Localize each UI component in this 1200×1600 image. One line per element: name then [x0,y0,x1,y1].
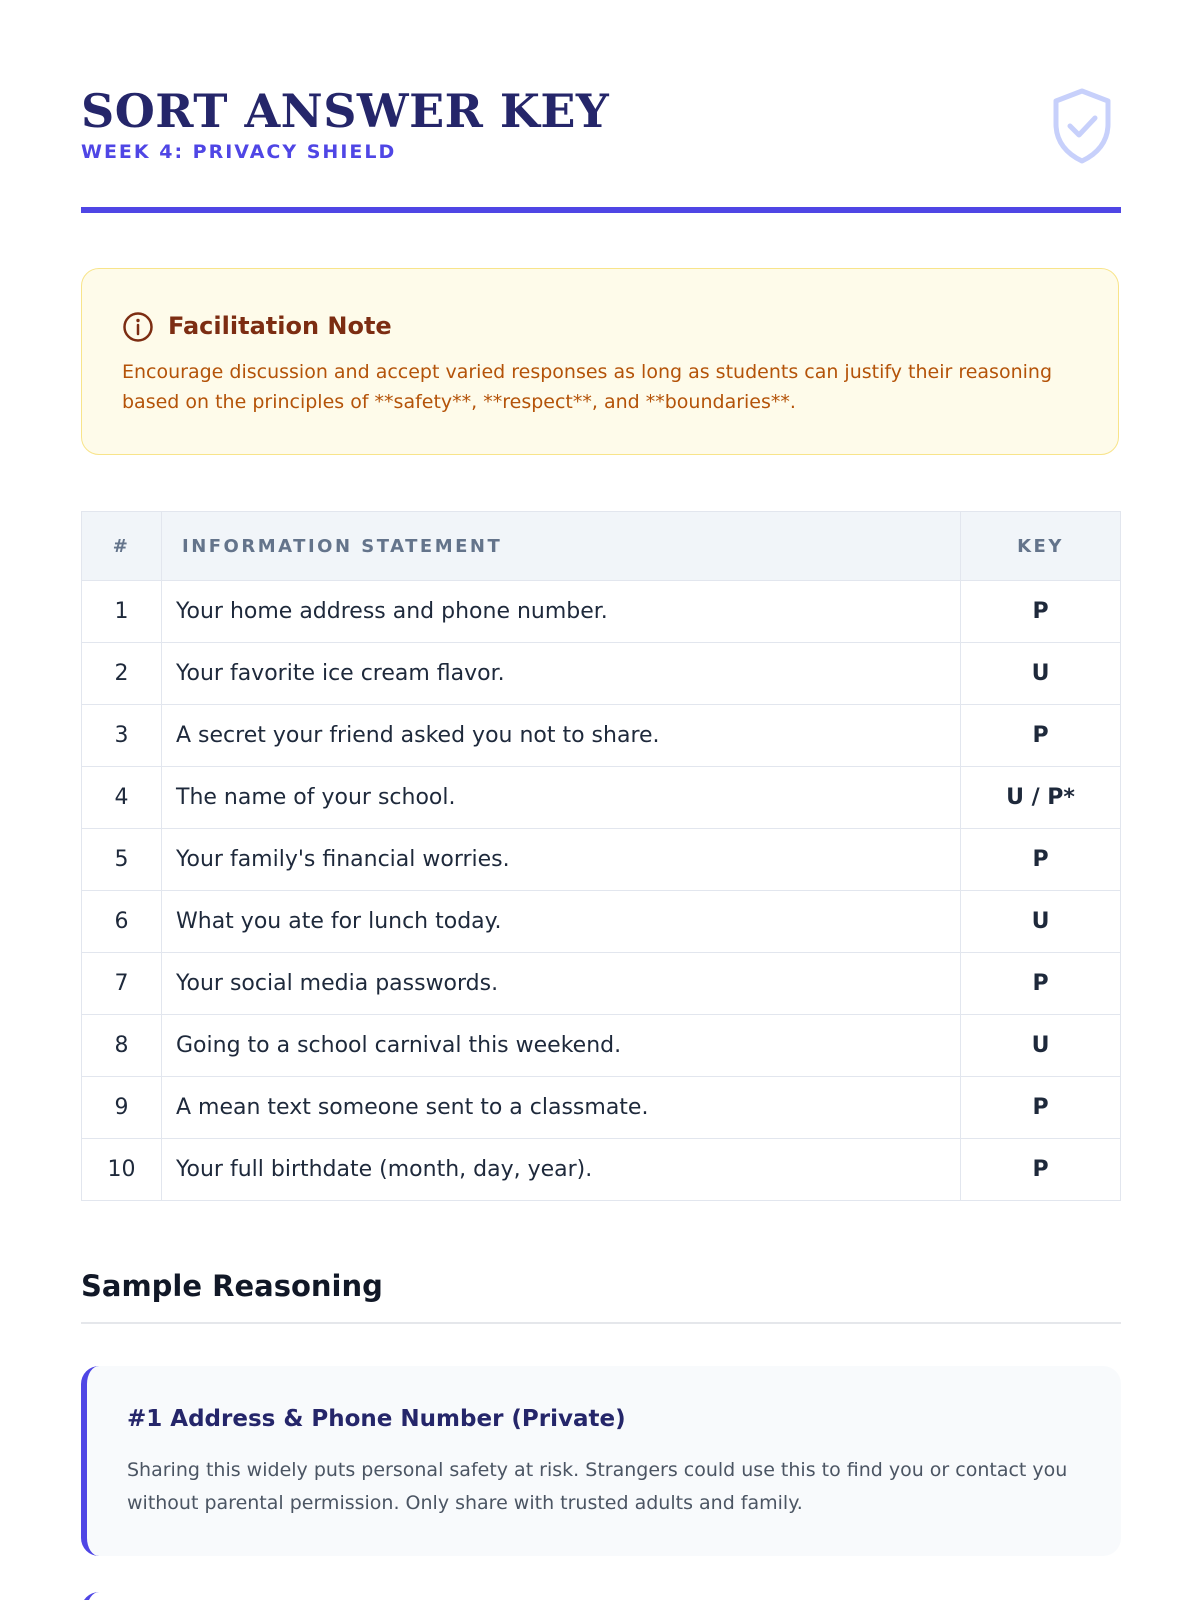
table-row [82,953,1121,1015]
table-row [82,829,1121,891]
column-header-number: # [82,512,162,581]
row-statement: Your favorite ice cream flavor. [162,643,961,705]
row-number: 6 [82,891,162,953]
row-statement: A mean text someone sent to a classmate. [162,1077,961,1139]
section-divider [81,1322,1121,1324]
row-number: 2 [82,643,162,705]
page-header [81,80,1121,180]
row-statement: Going to a school carnival this weekend. [162,1015,961,1077]
row-number: 8 [82,1015,162,1077]
row-key: P [961,705,1121,767]
table-row [82,1139,1121,1201]
row-key: P [961,581,1121,643]
row-number: 9 [82,1077,162,1139]
page-subtitle: WEEK 4: PRIVACY SHIELD [81,141,397,163]
table-row [82,1015,1121,1077]
shield-check-icon [1051,88,1113,164]
reasoning-card-body: Sharing this widely puts personal safety at risk. Strangers could use this to find you or contact you without parental permission. Only share with trusted adults and family. [127,1459,1068,1514]
row-key: U [961,891,1121,953]
answer-key-table [81,511,1121,1201]
sample-reasoning-heading: Sample Reasoning [81,1269,383,1303]
column-header-key: KEY [961,512,1121,581]
table-row [82,891,1121,953]
table-row [82,705,1121,767]
table-row [82,643,1121,705]
row-key: U [961,643,1121,705]
row-statement: The name of your school. [162,767,961,829]
row-key: P [961,1139,1121,1201]
facilitation-note-title: Facilitation Note [168,312,392,340]
table-row [82,767,1121,829]
facilitation-note-body: Encourage discussion and accept varied responses as long as students can justify their reasoning based on the principles of **safety**, **respect**, and **boundaries**. [122,361,1052,413]
column-header-statement: INFORMATION STATEMENT [162,512,961,581]
table-row [82,581,1121,643]
row-key: U [961,1015,1121,1077]
row-number: 5 [82,829,162,891]
reasoning-card [81,1366,1121,1556]
info-icon [122,311,154,343]
row-key: P [961,829,1121,891]
page-title: SORT ANSWER KEY [81,84,610,138]
table-header-row [82,512,1121,581]
row-key: P [961,953,1121,1015]
row-number: 10 [82,1139,162,1201]
row-statement: Your home address and phone number. [162,581,961,643]
row-statement: Your full birthdate (month, day, year). [162,1139,961,1201]
row-number: 7 [82,953,162,1015]
next-reasoning-card-edge [81,1592,121,1600]
reasoning-card-title: #1 Address & Phone Number (Private) [127,1406,626,1432]
row-number: 4 [82,767,162,829]
facilitation-note [81,268,1119,455]
row-statement: Your family's financial worries. [162,829,961,891]
row-key: P [961,1077,1121,1139]
row-statement: A secret your friend asked you not to share. [162,705,961,767]
table-row [82,1077,1121,1139]
header-divider [81,207,1121,213]
row-number: 3 [82,705,162,767]
row-statement: Your social media passwords. [162,953,961,1015]
row-number: 1 [82,581,162,643]
row-key: U / P* [961,767,1121,829]
row-statement: What you ate for lunch today. [162,891,961,953]
